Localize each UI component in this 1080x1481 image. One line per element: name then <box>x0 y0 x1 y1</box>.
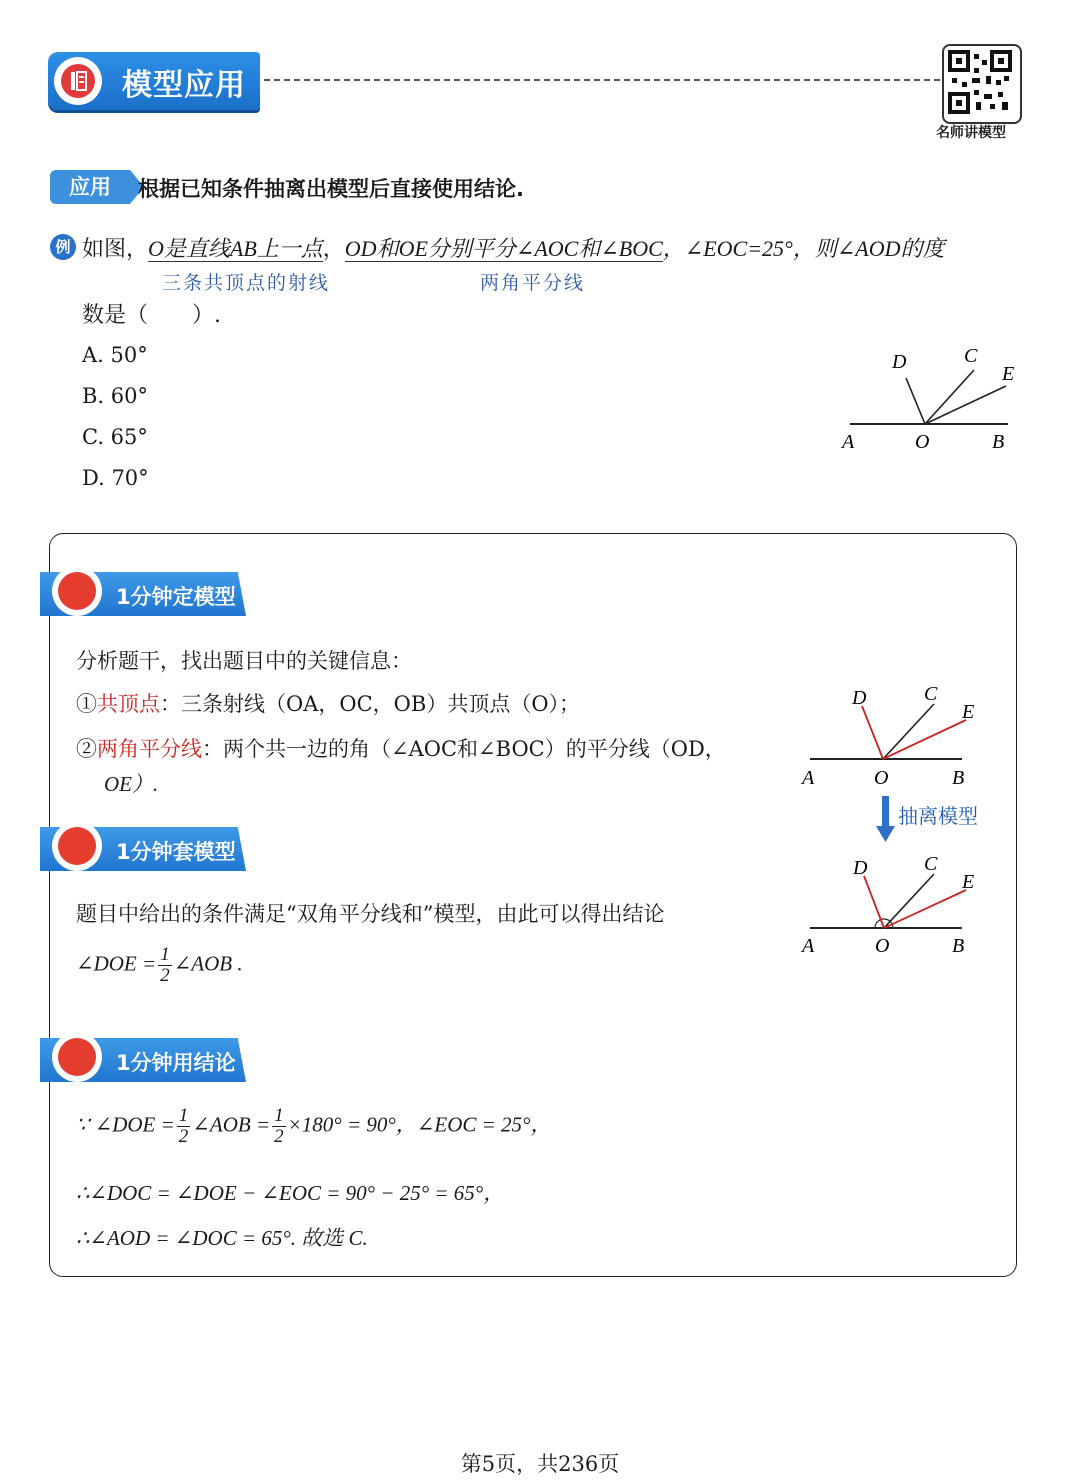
down-arrow-icon <box>876 796 896 842</box>
geometry-figure <box>830 340 1030 460</box>
model-statement: 题目中给出的条件满足“双角平分线和”模型，由此可以得出结论 <box>76 902 665 926</box>
option-c[interactable]: C. 65° <box>82 425 148 449</box>
svg-text:D: D <box>853 857 868 879</box>
label-c: C <box>964 345 978 367</box>
application-text: 根据已知条件抽离出模型后直接使用结论. <box>138 177 524 201</box>
section-title-1: 1分钟定模型 <box>116 585 236 609</box>
label-o: O <box>915 431 930 453</box>
application-tag: 应用 <box>50 170 130 204</box>
key-point-2 <box>76 733 726 763</box>
label-e: E <box>1002 363 1015 385</box>
question-part-2: OD和OE分别平分∠AOC和∠BOC <box>344 236 663 261</box>
qr-code-icon[interactable] <box>942 44 1022 124</box>
svg-text:E: E <box>962 871 975 893</box>
solution-line-1: ∵ ∠DOE = $\frac{1}{2}$ ∠AOB = $\frac{1}{2}$ ×180° = 90°，∠EOC = 25°， <box>76 1105 552 1147</box>
figure-model <box>796 848 996 958</box>
section-title-2: 1分钟套模型 <box>116 840 236 864</box>
key-point-2-key: 两角平分线 <box>97 737 202 761</box>
svg-text:C: C <box>924 853 938 875</box>
option-b[interactable]: B. 60° <box>82 384 149 408</box>
svg-text:O: O <box>874 767 889 789</box>
svg-text:E: E <box>962 701 975 723</box>
stopwatch-face-icon <box>58 1038 96 1076</box>
example-badge: 例 <box>50 234 76 260</box>
key-point-1-text: ：三条射线（OA，OC，OB）共顶点（O）； <box>160 692 581 716</box>
annotation-rays: 三条共顶点的射线 <box>162 272 331 294</box>
svg-text:B: B <box>952 767 965 789</box>
fraction-half: $\frac{1}{2}$ <box>274 1105 284 1147</box>
stopwatch-face-icon <box>58 827 96 865</box>
svg-text:B: B <box>952 935 965 957</box>
label-b: B <box>992 431 1005 453</box>
question-prefix: 如图， <box>82 237 149 262</box>
svg-text:A: A <box>802 935 815 957</box>
option-d[interactable]: D. 70° <box>82 466 149 490</box>
svg-text:O: O <box>875 935 890 957</box>
key-point-1 <box>76 688 580 718</box>
solution-line-2: ∴∠DOC = ∠DOE − ∠EOC = 90° − 25° = 65°， <box>76 1181 505 1205</box>
qr-caption: 名师讲模型 <box>936 125 1006 141</box>
analysis-intro: 分析题干，找出题目中的关键信息： <box>76 649 412 673</box>
question-sep: ， <box>322 237 345 262</box>
model-conclusion <box>76 945 243 986</box>
extract-model-label: 抽离模型 <box>898 804 978 828</box>
key-point-2-cont: OE）. <box>104 772 159 796</box>
stopwatch-face-icon <box>58 572 96 610</box>
key-point-1-num: ① <box>76 692 97 716</box>
fraction-half: $\frac{1}{2}$ <box>178 1105 189 1147</box>
svg-text:D: D <box>852 687 867 709</box>
book-icon-inner <box>61 64 95 98</box>
question-part-3: ，∠EOC=25°，则∠AOD的度 <box>662 236 945 261</box>
key-point-1-key: 共顶点 <box>97 692 160 716</box>
label-a: A <box>842 431 855 453</box>
question-line-1 <box>82 232 945 263</box>
label-d: D <box>892 351 907 373</box>
section-title-3: 1分钟用结论 <box>116 1051 236 1075</box>
header-divider <box>264 79 940 81</box>
figure-original <box>796 680 996 790</box>
key-point-2-num: ② <box>76 737 97 761</box>
question-part-1: O是直线AB上一点 <box>148 236 323 261</box>
annotation-bisectors: 两角平分线 <box>480 272 586 294</box>
solution-line-3: ∴∠AOD = ∠DOC = 65°. 故选 C. <box>76 1226 368 1250</box>
svg-text:A: A <box>802 767 815 789</box>
formula-right: ∠AOB . <box>173 951 243 976</box>
section-title: 模型应用 <box>122 68 246 103</box>
key-point-2-text: ：两个共一边的角（∠AOC和∠BOC）的平分线（OD， <box>202 737 726 761</box>
option-a[interactable]: A. 50° <box>82 343 148 367</box>
fraction-half: $\frac{1}{2}$ <box>160 944 170 986</box>
question-line-2: 数是（ ）. <box>82 303 221 328</box>
page-number: 第5页，共236页 <box>460 1452 620 1476</box>
svg-text:C: C <box>924 683 938 705</box>
formula-left: ∠DOE = <box>76 951 157 976</box>
